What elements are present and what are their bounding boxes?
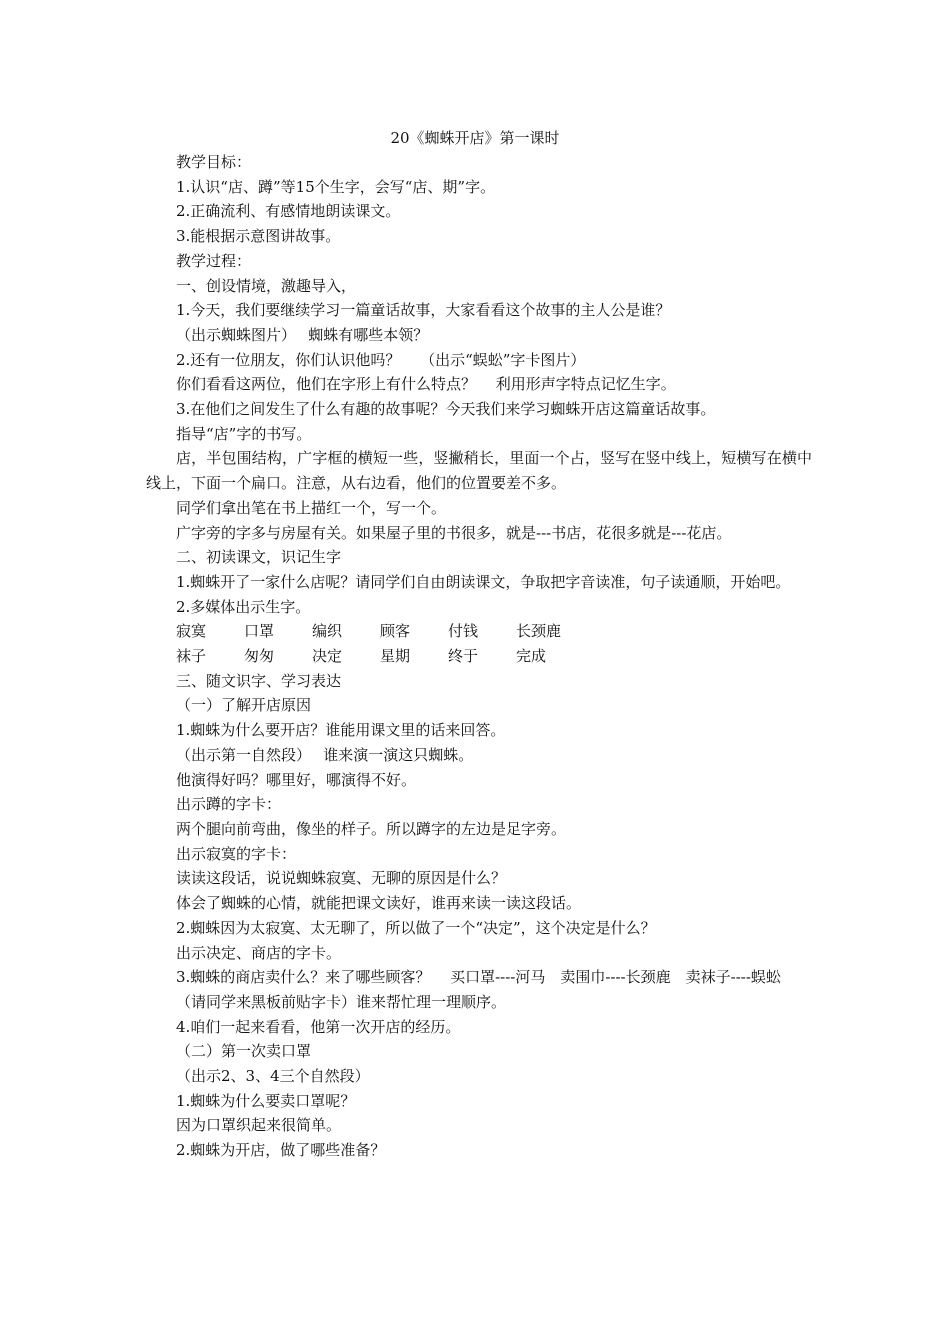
paragraph: 2.多媒体出示生字。: [176, 597, 311, 616]
paragraph: 同学们拿出笔在书上描红一个，写一个。: [176, 498, 447, 517]
page-title: 20《蜘蛛开店》第一课时: [390, 129, 560, 147]
document-body: [146, 150, 812, 1163]
vocab-row: [146, 619, 812, 644]
paragraph: 出示蹲的字卡：: [176, 795, 282, 814]
vocab-word: 寂寞: [176, 622, 207, 641]
paragraph: （一）了解开店原因: [176, 696, 312, 715]
paragraph: 两个腿向前弯曲，像坐的样子。所以蹲字的左边是足字旁。: [176, 819, 567, 838]
paragraph: 出示寂寞的字卡：: [176, 844, 297, 863]
paragraph: 2.还有一位朋友，你们认识他吗？ （出示“蜈蚣”字卡图片）: [176, 350, 586, 369]
paragraph: 因为口罩织起来很简单。: [176, 1116, 342, 1135]
vocab-word: 匆匆: [244, 647, 275, 666]
paragraph: 2.蜘蛛为开店，做了哪些准备？: [176, 1141, 386, 1160]
paragraph: 3.蜘蛛的商店卖什么？来了哪些顾客？ 买口罩----河马 卖围巾----长颈鹿 卖袜子----蜈蚣: [176, 968, 781, 987]
vocab-word: 决定: [312, 647, 343, 666]
paragraph: 1.蜘蛛开了一家什么店呢？请同学们自由朗读课文，争取把字音读准，句子读通顺，开始吧。: [176, 572, 791, 591]
paragraph: 读读这段话，说说蜘蛛寂寞、无聊的原因是什么？: [176, 869, 507, 888]
vocab-word: 顾客: [380, 622, 411, 641]
paragraph: 3.在他们之间发生了什么有趣的故事呢？今天我们来学习蜘蛛开店这篇童话故事。: [176, 400, 716, 419]
vocab-row: [146, 644, 812, 669]
paragraph: 三、随文识字、学习表达: [176, 671, 342, 690]
paragraph: 指导“店”字的书写。: [176, 424, 312, 443]
paragraph: 你们看看这两位，他们在字形上有什么特点？ 利用形声字特点记忆生字。: [176, 375, 676, 394]
paragraph: 1.蜘蛛为什么要开店？谁能用课文里的话来回答。: [176, 721, 506, 740]
vocab-word: 付钱: [448, 622, 479, 641]
paragraph: 店，半包围结构，广字框的横短一些，竖撇稍长，里面一个占，竖写在竖中线上，短横写在横中线上，下面一个扁口。注意，从右边看，他们的位置要差不多。: [146, 449, 812, 493]
paragraph: 二、初读课文，识记生字: [176, 548, 342, 567]
paragraph: 2.正确流利、有感情地朗读课文。: [176, 202, 401, 221]
paragraph: （请同学来黑板前贴字卡）谁来帮忙理一理顺序。: [176, 992, 507, 1011]
vocab-word: 编织: [312, 622, 343, 641]
vocab-word: 完成: [516, 647, 547, 666]
paragraph: （出示2、3、4三个自然段）: [176, 1067, 370, 1086]
paragraph: 2.蜘蛛因为太寂寞、太无聊了，所以做了一个“决定”，这个决定是什么？: [176, 918, 656, 937]
paragraph: 广字旁的字多与房屋有关。如果屋子里的书很多，就是---书店，花很多就是---花店。: [176, 523, 732, 542]
paragraph: （出示第一自然段） 谁来演一演这只蜘蛛。: [176, 745, 474, 764]
paragraph: 4.咱们一起来看看，他第一次开店的经历。: [176, 1017, 461, 1036]
vocab-word: 袜子: [176, 647, 207, 666]
paragraph: 体会了蜘蛛的心情，就能把课文读好，谁再来读一读这段话。: [176, 894, 582, 913]
paragraph: 教学目标：: [176, 153, 252, 171]
paragraph: （二）第一次卖口罩: [176, 1042, 312, 1061]
paragraph: 1.今天，我们要继续学习一篇童话故事，大家看看这个故事的主人公是谁？: [176, 301, 671, 320]
vocab-word: 口罩: [244, 622, 275, 641]
vocab-word: 星期: [380, 647, 411, 666]
paragraph: 1.认识“店、蹲”等15个生字，会写“店、期”字。: [176, 177, 496, 196]
vocab-word: 长颈鹿: [516, 622, 562, 641]
paragraph: 3.能根据示意图讲故事。: [176, 227, 341, 246]
paragraph: （出示蜘蛛图片） 蜘蛛有哪些本领？: [176, 325, 429, 344]
paragraph: 1.蜘蛛为什么要卖口罩呢？: [176, 1091, 356, 1110]
paragraph: 教学过程：: [176, 251, 252, 270]
paragraph: 出示决定、商店的字卡。: [176, 943, 342, 962]
paragraph: 一、创设情境，激趣导入，: [176, 276, 357, 295]
paragraph: 他演得好吗？哪里好，哪演得不好。: [176, 770, 417, 789]
vocab-word: 终于: [448, 647, 479, 666]
